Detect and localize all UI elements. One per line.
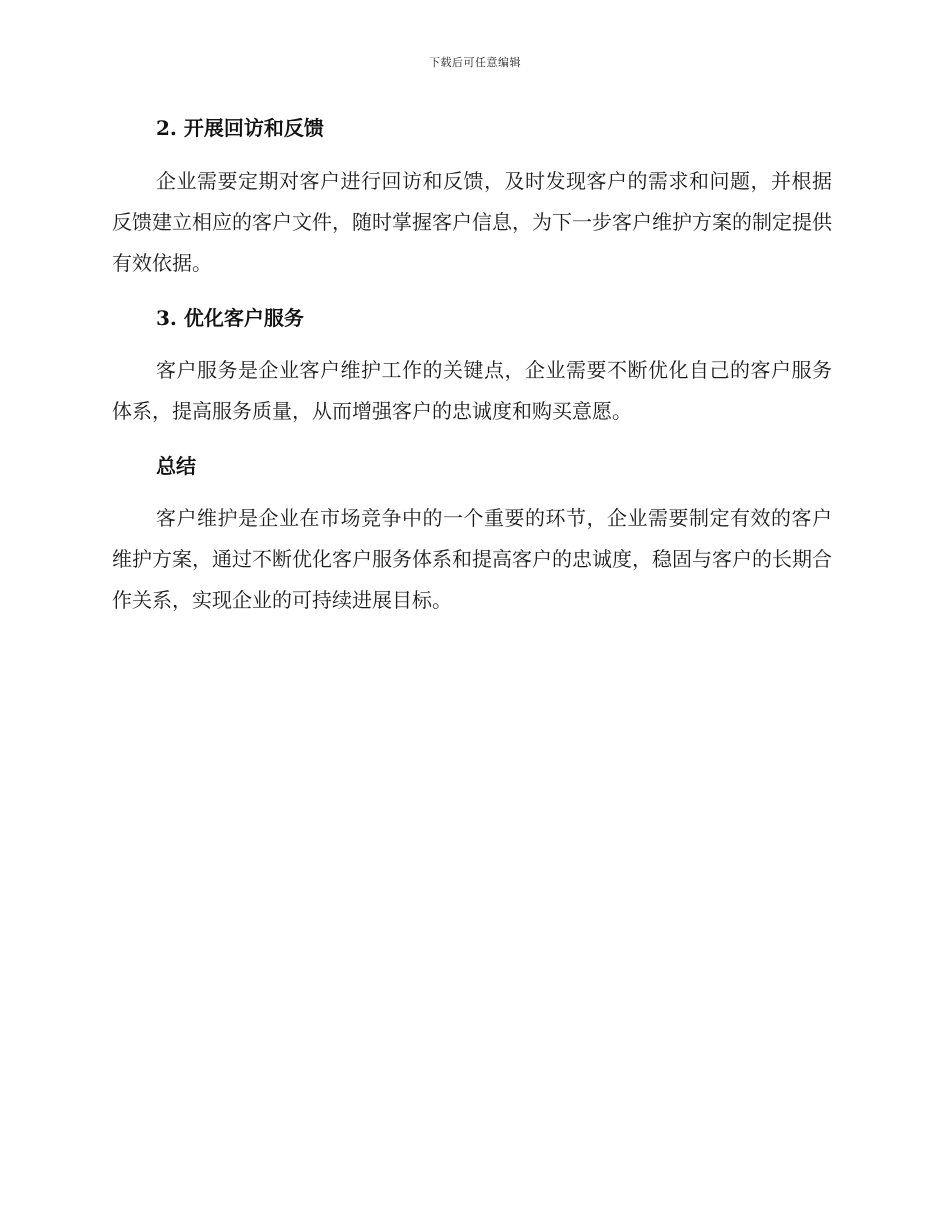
section-service xyxy=(112,300,832,432)
section-paragraph: 企业需要定期对客户进行回访和反馈，及时发现客户的需求和问题，并根据反馈建立相应的客户文件，随时掌握客户信息，为下一步客户维护方案的制定提供有效依据。 xyxy=(112,169,832,275)
section-feedback xyxy=(112,110,832,284)
section-heading: 3. 优化客户服务 xyxy=(156,306,304,330)
page-header: 下载后可任意编辑 xyxy=(429,56,521,69)
document-body xyxy=(112,110,832,621)
section-paragraph: 客户服务是企业客户维护工作的关键点，企业需要不断优化自己的客户服务体系，提高服务质量，从而增强客户的忠诚度和购买意愿。 xyxy=(112,358,832,423)
section-summary xyxy=(112,448,832,621)
section-heading: 2. 开展回访和反馈 xyxy=(156,116,324,140)
section-heading: 总结 xyxy=(156,454,196,478)
section-paragraph: 客户维护是企业在市场竞争中的一个重要的环节，企业需要制定有效的客户维护方案，通过不断优化客户服务体系和提高客户的忠诚度，稳固与客户的长期合作关系，实现企业的可持续进展目标。 xyxy=(112,506,832,612)
